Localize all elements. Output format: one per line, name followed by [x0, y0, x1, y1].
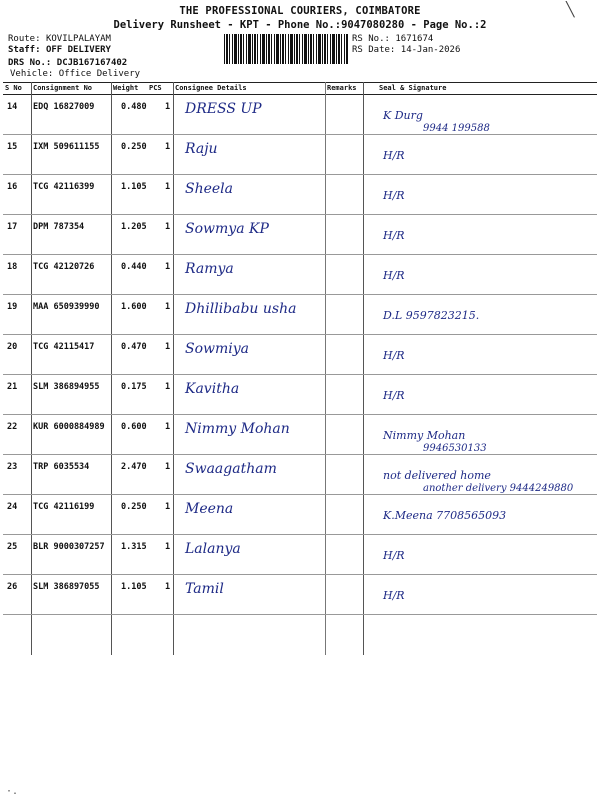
route-line [8, 34, 111, 44]
cell-pcs: 1 [165, 262, 171, 272]
table-row [3, 95, 597, 135]
signature-line-1: H/R [383, 229, 405, 242]
staff-line [8, 45, 111, 55]
cell-weight: 1.205 [121, 222, 147, 232]
cell-consignment-no: IXM 509611155 [33, 142, 100, 152]
cell-sno: 19 [7, 302, 18, 312]
cell-consignee: Ramya [185, 261, 234, 277]
signature-line-1: K.Meena 7708565093 [383, 509, 507, 522]
runsheet-table [3, 82, 597, 655]
col-remarks: Remarks [327, 84, 357, 92]
drs-value: DCJB167167402 [56, 58, 128, 68]
cell-pcs: 1 [165, 542, 171, 552]
cell-pcs: 1 [165, 342, 171, 352]
cell-consignment-no: TRP 6035534 [33, 462, 90, 472]
signature-line-1: H/R [383, 589, 405, 602]
signature-line-1: not delivered home [383, 469, 491, 482]
table-row [3, 295, 597, 335]
cell-consignee: Sowmiya [185, 341, 250, 357]
cell-weight: 0.600 [121, 422, 147, 432]
signature-line-1: H/R [383, 349, 405, 362]
cell-consignee: Meena [185, 501, 234, 517]
cell-consignment-no: TCG 42115417 [33, 342, 95, 352]
table-row [3, 215, 597, 255]
cell-sno: 14 [7, 102, 18, 112]
cell-pcs: 1 [165, 222, 171, 232]
table-header [3, 82, 597, 95]
pen-mark-icon: ╲ [566, 2, 575, 18]
cell-pcs: 1 [165, 142, 171, 152]
rs-label: RS No.: [352, 34, 390, 44]
cell-weight: 0.250 [121, 502, 147, 512]
cell-consignment-no: TCG 42116399 [33, 182, 95, 192]
rs-date-label: RS Date: [352, 45, 396, 55]
cell-consignee: Dhillibabu usha [185, 301, 297, 317]
cell-sno: 20 [7, 342, 18, 352]
vehicle-label: Vehicle: [10, 69, 54, 79]
rs-date-line [352, 45, 460, 55]
route-label: Route: [8, 34, 41, 44]
cell-signature [383, 309, 593, 322]
cell-consignee: Sowmya KP [185, 221, 269, 237]
cell-sno: 15 [7, 142, 18, 152]
cell-consignee: Raju [185, 141, 218, 157]
cell-pcs: 1 [165, 462, 171, 472]
cell-sno: 16 [7, 182, 18, 192]
signature-line-2: 9946530133 [423, 443, 487, 454]
table-row [3, 135, 597, 175]
cell-signature [383, 429, 593, 455]
cell-pcs: 1 [165, 582, 171, 592]
col-pcs: PCS [149, 84, 162, 92]
row-divider [3, 614, 597, 615]
cell-weight: 2.470 [121, 462, 147, 472]
signature-line-2: another delivery 9444249880 [423, 483, 574, 494]
cell-signature [383, 509, 593, 522]
signature-line-1: H/R [383, 189, 405, 202]
table-row [3, 175, 597, 215]
cell-sno: 23 [7, 462, 18, 472]
table-row [3, 455, 597, 495]
cell-consignment-no: MAA 650939990 [33, 302, 100, 312]
table-row [3, 415, 597, 455]
col-signature: Seal & Signature [379, 84, 447, 92]
cell-signature [383, 189, 593, 202]
signature-line-1: D.L 9597823215. [383, 309, 480, 322]
table-row [3, 375, 597, 415]
cell-sno: 24 [7, 502, 18, 512]
cell-consignee: Nimmy Mohan [185, 421, 290, 437]
cell-pcs: 1 [165, 182, 171, 192]
scan-speck: ·. [6, 786, 19, 797]
rs-number-line [352, 34, 433, 44]
table-row [3, 495, 597, 535]
cell-consignment-no: TCG 42120726 [33, 262, 95, 272]
table-row [3, 255, 597, 295]
vehicle-line [10, 69, 140, 79]
cell-consignment-no: EDQ 16827009 [33, 102, 95, 112]
signature-line-1: H/R [383, 149, 405, 162]
cell-consignment-no: KUR 6000884989 [33, 422, 105, 432]
table-row [3, 335, 597, 375]
cell-consignee: Lalanya [185, 541, 241, 557]
cell-weight: 1.105 [121, 582, 147, 592]
vehicle-value: Office Delivery [58, 69, 141, 79]
drs-line [8, 58, 127, 68]
cell-signature [383, 349, 593, 362]
cell-weight: 0.250 [121, 142, 147, 152]
cell-consignee: Tamil [185, 581, 224, 597]
cell-signature [383, 149, 593, 162]
signature-line-1: H/R [383, 389, 405, 402]
cell-sno: 25 [7, 542, 18, 552]
staff-label: Staff: [8, 45, 41, 55]
cell-signature [383, 549, 593, 562]
cell-weight: 0.175 [121, 382, 147, 392]
barcode-image [224, 34, 348, 64]
signature-line-2: 9944 199588 [423, 123, 490, 134]
cell-consignee: Swaagatham [185, 461, 277, 477]
cell-signature [383, 389, 593, 402]
cell-signature [383, 589, 593, 602]
cell-consignment-no: DPM 787354 [33, 222, 85, 232]
cell-pcs: 1 [165, 502, 171, 512]
table-row [3, 575, 597, 615]
cell-weight: 1.315 [121, 542, 147, 552]
cell-sno: 21 [7, 382, 18, 392]
cell-signature [383, 229, 593, 242]
runsheet-subtitle: Delivery Runsheet - KPT - Phone No.:9047080280 - Page No.:2 [113, 19, 487, 31]
cell-consignee: Kavitha [185, 381, 240, 397]
col-sno: S No [5, 84, 22, 92]
cell-weight: 0.440 [121, 262, 147, 272]
document-title: THE PROFESSIONAL COURIERS, COIMBATORE [179, 5, 421, 17]
cell-weight: 1.105 [121, 182, 147, 192]
cell-consignee: Sheela [185, 181, 234, 197]
col-consignee: Consignee Details [175, 84, 247, 92]
signature-line-1: K Durg [383, 109, 423, 122]
cell-pcs: 1 [165, 422, 171, 432]
col-consignment: Consignment No [33, 84, 93, 92]
rs-value: 1671674 [395, 34, 434, 44]
cell-weight: 0.480 [121, 102, 147, 112]
table-row [3, 535, 597, 575]
cell-pcs: 1 [165, 382, 171, 392]
drs-label: DRS No.: [8, 58, 52, 68]
cell-pcs: 1 [165, 102, 171, 112]
cell-sno: 17 [7, 222, 18, 232]
cell-sno: 26 [7, 582, 18, 592]
col-weight: Weight [113, 84, 139, 92]
cell-consignee: DRESS UP [185, 101, 262, 117]
cell-weight: 0.470 [121, 342, 147, 352]
cell-pcs: 1 [165, 302, 171, 312]
signature-line-1: H/R [383, 269, 405, 282]
cell-signature [383, 269, 593, 282]
signature-line-1: H/R [383, 549, 405, 562]
cell-signature [383, 469, 593, 495]
rs-date-value: 14-Jan-2026 [400, 45, 461, 55]
cell-sno: 18 [7, 262, 18, 272]
cell-signature [383, 109, 593, 135]
signature-line-1: Nimmy Mohan [383, 429, 466, 442]
cell-consignment-no: TCG 42116199 [33, 502, 95, 512]
route-value: KOVILPALAYAM [45, 34, 111, 44]
cell-sno: 22 [7, 422, 18, 432]
cell-weight: 1.600 [121, 302, 147, 312]
cell-consignment-no: SLM 386894955 [33, 382, 100, 392]
cell-consignment-no: SLM 386897055 [33, 582, 100, 592]
staff-value: OFF DELIVERY [45, 45, 111, 55]
cell-consignment-no: BLR 9000307257 [33, 542, 105, 552]
